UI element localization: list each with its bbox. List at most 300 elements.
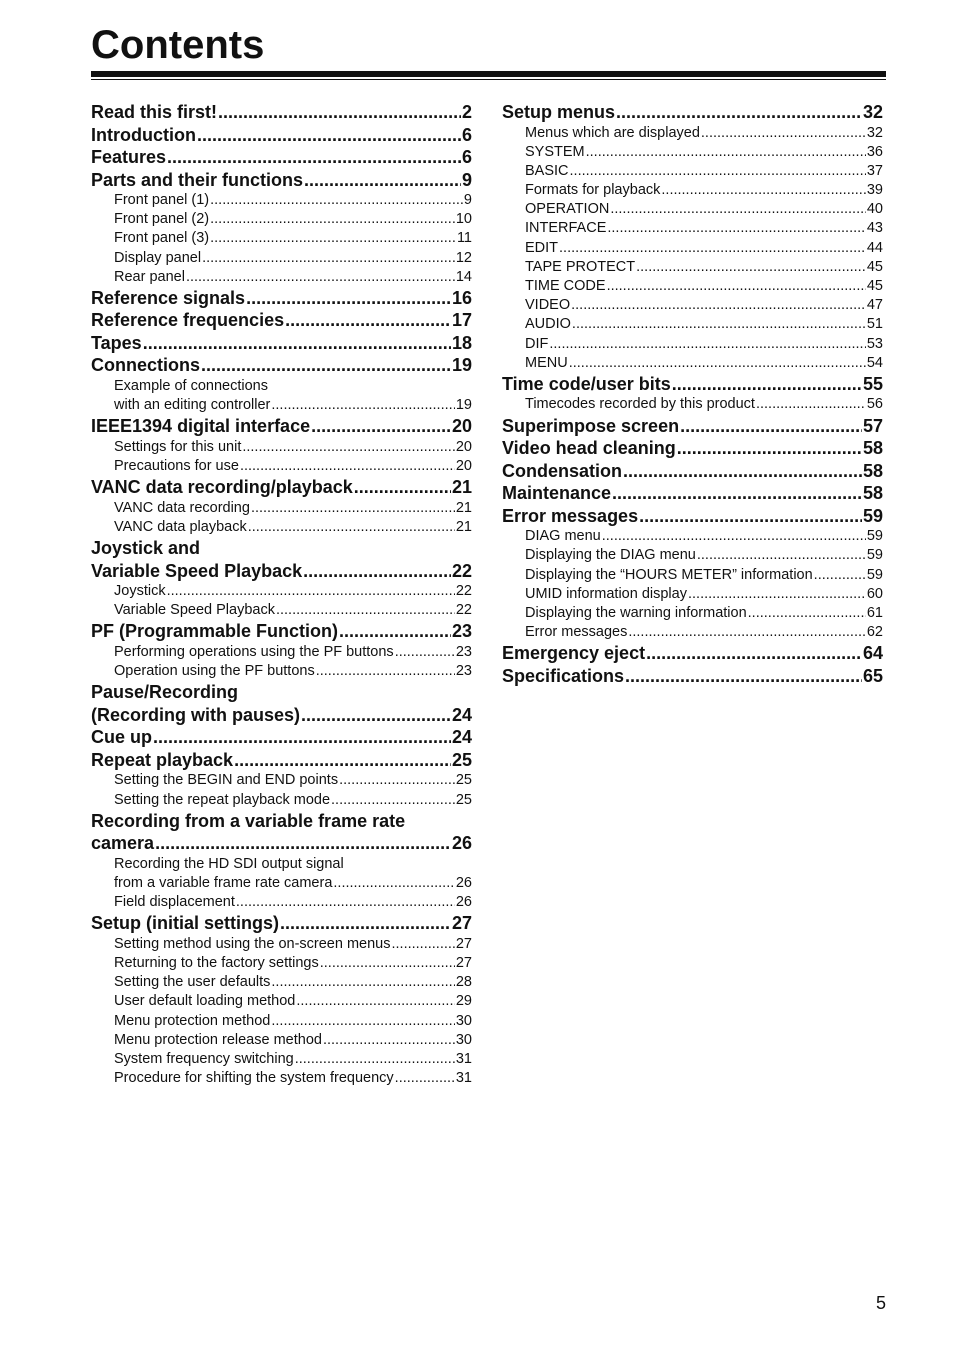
toc-entry-page: 27 (455, 954, 472, 971)
toc-entry-page: 62 (866, 624, 883, 641)
toc-entry-title: Reference signals (91, 287, 246, 308)
toc-entry-title: Menus which are displayed (525, 124, 700, 141)
toc-entry-title: Formats for playback (525, 182, 661, 199)
toc-entry-main[interactable] (91, 124, 472, 147)
toc-entry-title: Error messages (525, 624, 628, 641)
toc-entry-sub[interactable] (91, 457, 472, 476)
toc-entry-sub[interactable] (91, 662, 472, 681)
toc-entry-sub[interactable] (502, 143, 883, 162)
toc-entry-main[interactable] (502, 482, 883, 505)
toc-entry-page: 6 (461, 147, 472, 167)
toc-entry-page: 40 (866, 201, 883, 218)
dot-leader (586, 143, 866, 162)
toc-entry-main[interactable] (91, 354, 472, 377)
toc-entry-title: VANC data recording (114, 499, 250, 516)
toc-entry-title: Operation using the PF buttons (114, 663, 315, 680)
dot-leader (701, 124, 866, 143)
toc-entry-title: IEEE1394 digital interface (91, 416, 311, 437)
toc-entry-title: Superimpose screen (502, 415, 680, 436)
toc-entry-page: 59 (866, 547, 883, 564)
toc-entry-sub[interactable] (91, 229, 472, 248)
toc-entry-main[interactable] (91, 169, 472, 192)
toc-entry-sub[interactable] (91, 396, 472, 415)
toc-entry-title: DIF (525, 335, 549, 352)
toc-entry-title: Front panel (3) (114, 230, 210, 247)
toc-entry-main[interactable] (91, 332, 472, 355)
dot-leader (395, 643, 455, 662)
toc-entry-title: Variable Speed Playback (91, 560, 303, 581)
toc-entry-page: 64 (862, 643, 883, 664)
toc-entry-page: 27 (451, 913, 472, 934)
toc-entry-title: VANC data playback (114, 518, 247, 535)
toc-entry-page: 26 (455, 894, 472, 911)
toc-entry-sub[interactable] (502, 395, 883, 414)
dot-leader (210, 229, 456, 248)
dot-leader (316, 662, 455, 681)
toc-entry-title: OPERATION (525, 201, 610, 218)
toc-entry-title: MENU (525, 354, 568, 371)
toc-entry-sub[interactable] (91, 1069, 472, 1088)
dot-leader (814, 566, 866, 585)
dot-leader (155, 832, 451, 855)
toc-entry-title: Menu protection release method (114, 1031, 322, 1048)
dot-leader (210, 210, 455, 229)
dot-leader (202, 249, 455, 268)
toc-entry-title: User default loading method (114, 993, 296, 1010)
toc-entry-main[interactable] (91, 681, 472, 704)
toc-entry-sub[interactable] (91, 893, 472, 912)
toc-entry-page: 19 (455, 397, 472, 414)
toc-entry-title: Introduction (91, 124, 196, 145)
toc-entry-page: 10 (455, 211, 472, 228)
toc-entry-title: Error messages (502, 505, 639, 526)
toc-entry-page: 32 (862, 102, 883, 122)
toc-entry-page: 23 (451, 621, 472, 642)
dot-leader (210, 191, 463, 210)
toc-entry-page: 58 (862, 460, 883, 481)
toc-entry-sub[interactable] (91, 582, 472, 601)
toc-entry-main[interactable] (91, 537, 472, 560)
toc-entry-main[interactable] (502, 415, 883, 438)
toc-entry-page: 9 (461, 169, 472, 190)
toc-entry-page: 22 (451, 560, 472, 581)
toc-entry-page: 45 (866, 278, 883, 294)
toc-entry-sub[interactable] (502, 181, 883, 200)
dot-leader (240, 457, 455, 476)
toc-entry-main[interactable] (91, 810, 472, 833)
toc-entry-title: Pause/Recording (91, 682, 239, 703)
dot-leader (242, 438, 455, 457)
toc-entry-main[interactable] (91, 912, 472, 935)
toc-entry-sub[interactable] (502, 239, 883, 258)
dot-leader (612, 482, 862, 505)
toc-entry-page: 59 (862, 505, 883, 526)
toc-entry-sub[interactable] (502, 354, 883, 373)
toc-entry-page: 9 (463, 192, 472, 208)
toc-entry-page: 25 (451, 749, 472, 770)
toc-entry-page: 21 (455, 518, 472, 535)
toc-entry-page: 44 (866, 239, 883, 256)
dot-leader (639, 505, 862, 528)
dot-leader (610, 200, 866, 219)
dot-leader (296, 992, 454, 1011)
dot-leader (251, 499, 455, 518)
toc-entry-title: Parts and their functions (91, 169, 304, 190)
toc-entry-page: 32 (866, 124, 883, 141)
toc-right-column (502, 101, 883, 687)
toc-entry-main[interactable] (502, 101, 883, 124)
toc-entry-page: 58 (862, 438, 883, 459)
toc-entry-page: 56 (866, 396, 883, 413)
toc-entry-title: Joystick (114, 583, 166, 600)
toc-entry-title: Procedure for shifting the system frequency (114, 1070, 394, 1087)
toc-entry-sub[interactable] (91, 191, 472, 210)
dot-leader (354, 476, 451, 499)
toc-entry-page: 43 (866, 220, 883, 237)
toc-entry-page: 19 (451, 355, 472, 376)
dot-leader (333, 874, 454, 893)
toc-entry-page: 21 (455, 499, 472, 516)
toc-entry-title: with an editing controller (114, 397, 271, 414)
dot-leader (186, 268, 455, 287)
title-rule-thin (91, 79, 886, 80)
toc-entry-title: Displaying the DIAG menu (525, 547, 696, 564)
dot-leader (661, 181, 865, 200)
toc-entry-title: Setting the repeat playback mode (114, 791, 331, 808)
toc-entry-title: Variable Speed Playback (114, 602, 275, 619)
toc-entry-page: 23 (455, 663, 472, 680)
dot-leader (616, 101, 862, 124)
toc-entry-title: Maintenance (502, 483, 612, 504)
toc-entry-title: from a variable frame rate camera (114, 874, 333, 891)
dot-leader (628, 623, 866, 642)
dot-leader (688, 585, 866, 604)
dot-leader (201, 354, 451, 377)
dot-leader (395, 1069, 455, 1088)
dot-leader (636, 258, 866, 277)
dot-leader (246, 287, 451, 310)
dot-leader (572, 315, 866, 334)
dot-leader (569, 354, 866, 373)
toc-entry-title: Displaying the “HOURS METER” information (525, 566, 813, 583)
dot-leader (339, 620, 451, 643)
dot-leader (153, 726, 451, 749)
dot-leader (236, 893, 455, 912)
toc-entry-sub[interactable] (91, 771, 472, 790)
toc-entry-page: 59 (866, 528, 883, 545)
dot-leader (602, 527, 866, 546)
toc-entry-main[interactable] (91, 476, 472, 499)
toc-entry-sub[interactable] (502, 585, 883, 604)
toc-entry-title: (Recording with pauses) (91, 704, 301, 725)
toc-entry-title: Display panel (114, 249, 202, 266)
toc-entry-sub[interactable] (91, 992, 472, 1011)
toc-entry-sub[interactable] (502, 124, 883, 143)
dot-leader (672, 373, 862, 396)
toc-entry-title: Setup (initial settings) (91, 913, 280, 934)
toc-entry-main[interactable] (91, 560, 472, 583)
dot-leader (197, 124, 461, 147)
toc-entry-page: 27 (455, 935, 472, 952)
toc-entry-page: 11 (456, 230, 472, 247)
dot-leader (303, 560, 451, 583)
toc-entry-page: 57 (862, 415, 883, 436)
toc-entry-title: SYSTEM (525, 143, 585, 160)
toc-entry-main[interactable] (91, 146, 472, 169)
toc-entry-sub[interactable] (91, 268, 472, 287)
toc-entry-title: Video head cleaning (502, 438, 676, 459)
toc-entry-title: Joystick and (91, 538, 201, 559)
toc-entry-page: 18 (451, 332, 472, 353)
toc-entry-main[interactable] (91, 832, 472, 855)
dot-leader (234, 749, 451, 772)
toc-entry-page: 60 (866, 585, 883, 602)
dot-leader (625, 665, 862, 688)
toc-entry-sub[interactable] (91, 935, 472, 954)
toc-entry-main[interactable] (502, 505, 883, 528)
toc-entry-main[interactable] (91, 287, 472, 310)
toc-entry-page: 26 (451, 833, 472, 854)
toc-entry-sub[interactable] (91, 643, 472, 662)
toc-entry-sub[interactable] (502, 200, 883, 219)
toc-entry-title: Features (91, 147, 167, 167)
page-number: 5 (875, 1293, 886, 1313)
dot-leader (570, 162, 866, 181)
dot-leader (756, 395, 866, 414)
toc-entry-title: Reference frequencies (91, 310, 285, 331)
dot-leader (301, 704, 451, 727)
toc-entry-sub[interactable] (502, 296, 883, 315)
toc-entry-main[interactable] (91, 101, 472, 124)
toc-entry-sub[interactable] (502, 566, 883, 585)
dot-leader (248, 518, 455, 537)
toc-entry-page: 53 (866, 335, 883, 352)
toc-entry-page: 30 (455, 1012, 472, 1029)
toc-entry-page: 14 (455, 268, 472, 285)
toc-entry-title: Time code/user bits (502, 373, 671, 394)
toc-entry-page: 28 (455, 974, 472, 991)
toc-entry-title: VIDEO (525, 297, 571, 314)
dot-leader (276, 601, 455, 620)
toc-entry-page: 39 (866, 182, 883, 199)
toc-entry-main[interactable] (91, 620, 472, 643)
dot-leader (295, 1050, 455, 1069)
dot-leader (285, 309, 451, 332)
toc-entry-page: 30 (455, 1031, 472, 1048)
toc-entry-sub[interactable] (91, 601, 472, 620)
toc-entry-page: 51 (866, 316, 883, 333)
toc-entry-page: 25 (455, 772, 472, 789)
toc-entry-title: EDIT (525, 239, 559, 256)
dot-leader (549, 335, 866, 354)
dot-leader (143, 332, 451, 355)
toc-entry-title: Front panel (2) (114, 211, 210, 228)
toc-entry-title: Rear panel (114, 268, 185, 285)
dot-leader (680, 415, 862, 438)
toc-entry-title: Read this first! (91, 102, 218, 122)
toc-entry-main[interactable] (502, 642, 883, 665)
toc-entry-title: DIAG menu (525, 528, 601, 545)
toc-entry-title: Emergency eject (502, 643, 646, 664)
toc-entry-page: 37 (866, 162, 883, 179)
toc-entry-sub[interactable] (91, 377, 472, 396)
toc-entry-sub[interactable] (91, 855, 472, 874)
toc-entry-main[interactable] (91, 309, 472, 332)
toc-entry-title: Precautions for use (114, 458, 239, 474)
toc-entry-page: 22 (455, 602, 472, 619)
toc-entry-sub[interactable] (91, 518, 472, 537)
toc-entry-page: 47 (866, 297, 883, 314)
toc-entry-main[interactable] (91, 749, 472, 772)
toc-entry-sub[interactable] (91, 973, 472, 992)
dot-leader (559, 239, 866, 258)
toc-entry-sub[interactable] (91, 1031, 472, 1050)
toc-entry-page: 26 (455, 874, 472, 891)
toc-entry-title: Returning to the factory settings (114, 954, 319, 971)
dot-leader (271, 973, 454, 992)
toc-entry-title: Condensation (502, 460, 622, 481)
dot-leader (320, 954, 455, 973)
toc-entry-page: 16 (451, 287, 472, 308)
toc-entry-title: TIME CODE (525, 278, 606, 294)
toc-entry-sub[interactable] (91, 438, 472, 457)
toc-entry-page: 54 (866, 354, 883, 371)
toc-entry-title: AUDIO (525, 316, 571, 333)
toc-entry-main[interactable] (502, 665, 883, 688)
toc-entry-title: Tapes (91, 332, 142, 353)
toc-entry-page: 21 (451, 477, 472, 498)
toc-entry-sub[interactable] (91, 791, 472, 810)
toc-entry-sub[interactable] (502, 623, 883, 642)
toc-entry-page: 20 (455, 438, 472, 455)
toc-entry-sub[interactable] (502, 315, 883, 334)
toc-entry-page: 2 (461, 102, 472, 122)
toc-entry-page: 6 (461, 124, 472, 145)
toc-entry-title: Field displacement (114, 894, 235, 911)
dot-leader (571, 296, 866, 315)
toc-entry-main[interactable] (91, 704, 472, 727)
dot-leader (271, 396, 454, 415)
toc-entry-page: 20 (451, 416, 472, 437)
toc-entry-title: VANC data recording/playback (91, 477, 353, 498)
toc-entry-sub[interactable] (502, 219, 883, 238)
dot-leader (697, 546, 866, 565)
toc-entry-page: 20 (455, 458, 472, 474)
dot-leader (607, 219, 865, 238)
toc-entry-page: 65 (862, 665, 883, 686)
toc-entry-title: UMID information display (525, 585, 687, 602)
dot-leader (748, 604, 866, 623)
page-title: Contents (91, 23, 265, 67)
toc-entry-title: Repeat playback (91, 749, 234, 770)
toc-entry-page: 36 (866, 143, 883, 160)
toc-entry-page: 55 (862, 373, 883, 394)
toc-entry-sub[interactable] (91, 499, 472, 518)
toc-entry-sub[interactable] (502, 546, 883, 565)
toc-entry-page: 45 (866, 258, 883, 275)
toc-entry-page: 24 (451, 704, 472, 725)
dot-leader (304, 169, 461, 192)
toc-entry-sub[interactable] (91, 954, 472, 973)
toc-entry-title: Example of connections (114, 377, 268, 394)
toc-entry-sub[interactable] (502, 335, 883, 354)
toc-entry-title: TAPE PROTECT (525, 258, 636, 275)
dot-leader (218, 101, 461, 124)
toc-entry-main[interactable] (502, 460, 883, 483)
toc-entry-page: 17 (451, 310, 472, 331)
toc-entry-title: Setup menus (502, 102, 616, 122)
dot-leader (331, 791, 455, 810)
toc-entry-sub[interactable] (91, 1012, 472, 1031)
dot-leader (623, 460, 862, 483)
toc-entry-title: Setting method using the on-screen menus (114, 935, 391, 952)
toc-entry-title: Settings for this unit (114, 438, 242, 455)
dot-leader (339, 771, 455, 790)
dot-leader (391, 935, 454, 954)
toc-entry-title: BASIC (525, 162, 569, 179)
toc-entry-sub[interactable] (502, 162, 883, 181)
toc-entry-title: Setting the user defaults (114, 974, 271, 991)
toc-entry-title: Cue up (91, 727, 152, 748)
toc-entry-title: Front panel (1) (114, 192, 210, 208)
dot-leader (323, 1031, 455, 1050)
toc-entry-page: 61 (866, 604, 883, 621)
toc-entry-title: Menu protection method (114, 1012, 271, 1029)
toc-entry-title: Performing operations using the PF buttons (114, 643, 394, 660)
toc-entry-title: camera (91, 833, 155, 854)
toc-entry-main[interactable] (91, 726, 472, 749)
toc-entry-title: Recording the HD SDI output signal (114, 855, 344, 872)
dot-leader (677, 437, 862, 460)
toc-entry-sub[interactable] (502, 258, 883, 277)
toc-entry-sub[interactable] (91, 210, 472, 229)
toc-entry-page: 24 (451, 727, 472, 748)
title-rule-thick (91, 71, 886, 77)
toc-entry-main[interactable] (91, 415, 472, 438)
toc-entry-sub[interactable] (91, 249, 472, 268)
toc-entry-title: System frequency switching (114, 1050, 294, 1067)
toc-left-column (91, 101, 472, 1088)
dot-leader (646, 642, 862, 665)
toc-entry-page: 29 (455, 993, 472, 1010)
toc-entry-page: 31 (455, 1070, 472, 1087)
toc-entry-sub[interactable] (502, 604, 883, 623)
dot-leader (280, 912, 451, 935)
toc-entry-page: 59 (866, 566, 883, 583)
toc-entry-page: 12 (455, 249, 472, 266)
toc-entry-sub[interactable] (502, 527, 883, 546)
toc-entry-main[interactable] (502, 437, 883, 460)
dot-leader (167, 146, 461, 169)
dot-leader (167, 582, 455, 601)
toc-entry-title: Timecodes recorded by this product (525, 396, 755, 413)
toc-entry-title: Displaying the warning information (525, 604, 747, 621)
dot-leader (607, 277, 866, 296)
toc-entry-title: Connections (91, 355, 201, 376)
toc-entry-sub[interactable] (91, 874, 472, 893)
toc-entry-title: Setting the BEGIN and END points (114, 772, 339, 789)
toc-entry-page: 22 (455, 583, 472, 600)
toc-entry-page: 31 (455, 1050, 472, 1067)
toc-entry-title: Specifications (502, 665, 625, 686)
toc-entry-title: PF (Programmable Function) (91, 621, 339, 642)
toc-entry-main[interactable] (502, 373, 883, 396)
dot-leader (271, 1012, 454, 1031)
toc-entry-sub[interactable] (91, 1050, 472, 1069)
toc-entry-sub[interactable] (502, 277, 883, 296)
dot-leader (311, 415, 451, 438)
toc-entry-title: INTERFACE (525, 220, 607, 237)
